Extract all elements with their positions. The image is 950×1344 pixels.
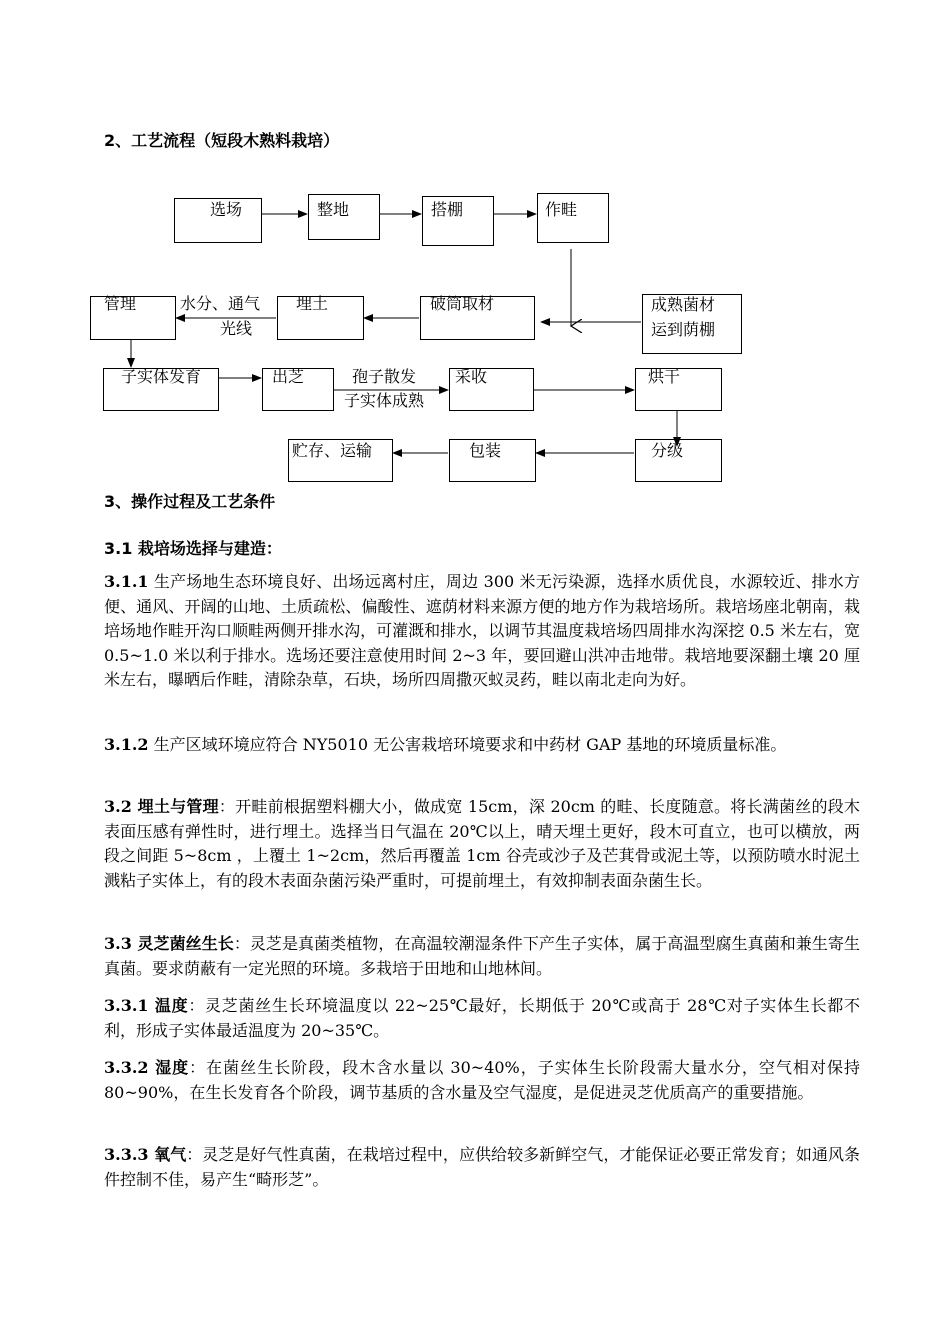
paragraph-3-3-3-heading: 3.3.3 氧气: [104, 1145, 187, 1164]
paragraph-3-1-1-number: 3.1.1: [104, 572, 149, 591]
label-honggan: 烘干: [648, 367, 681, 386]
label-caishou: 采收: [455, 367, 488, 386]
paragraph-3-1-2-number: 3.1.2: [104, 735, 149, 754]
label-zishiti: 子实体发育: [121, 367, 202, 386]
label-zhucun: 贮存、运输: [292, 441, 373, 460]
label-maitu: 埋土: [296, 294, 329, 313]
section-3-title: 3、操作过程及工艺条件: [104, 492, 276, 511]
paragraph-3-3-2-text: ：在菌丝生长阶段，段木含水量以 30~40%，子实体生长阶段需大量水分，空气相对保持 80~90%，在生长发育各个阶段，调节基质的含水量及空气湿度，是促进灵芝优质高产的重要措施。: [104, 1058, 860, 1102]
label-shuifen-2: 光线: [220, 319, 253, 338]
paragraph-3-3-2: [104, 1056, 860, 1105]
label-zuoqi: 作畦: [545, 200, 578, 219]
label-baozi-2: 子实体成熟: [344, 391, 425, 410]
label-chuzhi: 出芝: [272, 367, 305, 386]
label-shuifen-1: 水分、通气: [180, 294, 261, 313]
paragraph-3-3-3-text: ：灵芝是好气性真菌，在栽培过程中，应供给较多新鲜空气，才能保证必要正常发育；如通风条件控制不佳，易产生“畸形芝”。: [104, 1145, 860, 1189]
label-baozi-1: 孢子散发: [352, 367, 417, 386]
label-dapeng: 搭棚: [431, 200, 464, 219]
paragraph-3-2: [104, 795, 860, 893]
paragraph-3-3-1: [104, 994, 860, 1043]
paragraph-3-3: [104, 932, 860, 981]
paragraph-3-1-1-text: 生产场地生态环境良好、出场远离村庄，周边 300 米无污染源，选择水质优良，水源较近、排水方便、通风、开阔的山地、土质疏松、偏酸性、遮荫材料来源方便的地方作为栽培场所。栽培场座北朝南，栽培场地作畦开沟口顺畦两侧开排水沟，可灌溉和排水，以调节其温度栽培场四周排水沟深挖 0.5 米左右，宽 0.5~1.0 米以利于排水。选场还要注意使用时间 2~3 年，要回避山洪冲击地带。栽培地要深翻土壤 20 厘米左右，曝晒后作畦，清除杂草，石块，场所四周撒灭蚁灵药，畦以南北走向为好。: [104, 572, 860, 689]
paragraph-3-1-2: [104, 733, 860, 758]
paragraph-3-2-heading: 3.2 埋土与管理: [104, 797, 219, 816]
paragraph-3-3-3: [104, 1143, 860, 1192]
paragraph-3-3-2-heading: 3.3.2 湿度: [104, 1058, 190, 1077]
label-fenji: 分级: [651, 441, 684, 460]
label-xuanchang: 选场: [210, 200, 243, 219]
label-zhengdi: 整地: [317, 200, 350, 219]
paragraph-3-2-text: ：开畦前根据塑料棚大小，做成宽 15cm，深 20cm 的畦、长度随意。将长满菌丝的段木表面压感有弹性时，进行埋土。选择当日气温在 20℃以上，晴天埋土更好，段木可直立，也可以横放，两段之间距 5~8cm ，上覆土 1~2cm，然后再覆盖 1cm 谷壳或沙子及芒萁骨或泥土等，以预防喷水时泥土溅粘子实体上，有的段木表面杂菌污染严重时，可提前埋土，有效抑制表面杂菌生长。: [104, 797, 860, 890]
paragraph-3-3-text: ：灵芝是真菌类植物，在高温较潮湿条件下产生子实体，属于高温型腐生真菌和兼生寄生真菌。要求荫蔽有一定光照的环境。多栽培于田地和山地林间。: [104, 934, 860, 978]
paragraph-3-3-1-text: ：灵芝菌丝生长环境温度以 22~25℃最好，长期低于 20℃或高于 28℃对子实体生长都不利，形成子实体最适温度为 20~35℃。: [104, 996, 860, 1040]
paragraph-3-1-2-text: 生产区域环境应符合 NY5010 无公害栽培环境要求和中药材 GAP 基地的环境质量标准。: [148, 735, 787, 754]
paragraph-3-1-1: [104, 570, 860, 693]
label-potong: 破筒取材: [430, 294, 495, 313]
label-baozhuang: 包装: [469, 441, 502, 460]
section-3-1-title: 3.1 栽培场选择与建造：: [104, 539, 282, 558]
label-chengshu-1: 成熟菌材: [651, 295, 716, 314]
label-chengshu-2: 运到荫棚: [651, 320, 716, 339]
paragraph-3-3-heading: 3.3 灵芝菌丝生长: [104, 934, 234, 953]
paragraph-3-3-1-heading: 3.3.1 温度: [104, 996, 189, 1015]
flowchart-arrows: [0, 0, 950, 500]
section-2-title: 2、工艺流程（短段木熟料栽培）: [104, 131, 340, 150]
label-guanli: 管理: [104, 294, 137, 313]
